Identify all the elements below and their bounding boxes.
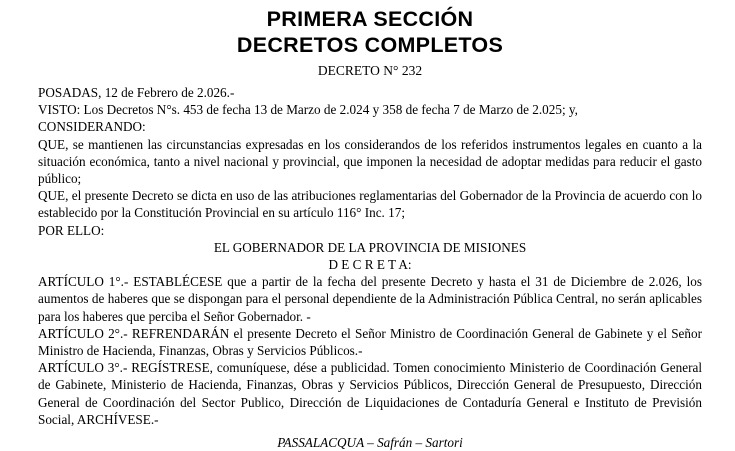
paragraph-articulo-1: ARTÍCULO 1°.- ESTABLÉCESE que a partir de la fecha del presente Decreto y hasta el 31 de Diciembre de 2.026, los aumentos de haberes que se dispongan para el personal dependiente de la Administración Pública Central, no serán aplicables para los haberes que perciba el Señor Gobernador. - <box>38 274 702 324</box>
paragraph-considerando-2: QUE, el presente Decreto se dicta en uso de las atribuciones reglamentarias del Gobernador de la Provincia de acuerdo con lo establecido por la Constitución Provincial en su artículo 116° Inc. 17; <box>38 188 702 221</box>
paragraph-articulo-3: ARTÍCULO 3°.- REGÍSTRESE, comuníquese, dése a publicidad. Tomen conocimiento Ministerio de Coordinación General de Gabinete, Ministerio de Hacienda, Finanzas, Obras y Servicios Públicos, Dirección General de Presupuesto, Dirección General de Coordinación del Sector Publico, Dirección de Liquidaciones de Contaduría General e Instituto de Previsión Social, ARCHÍVESE.- <box>38 360 702 427</box>
section-subtitle: DECRETOS COMPLETOS <box>236 33 504 57</box>
document-header <box>38 6 702 58</box>
paragraph-por-ello: POR ELLO: <box>38 222 105 238</box>
decreta-heading: D E C R E T A: <box>328 257 412 273</box>
paragraph-articulo-2: ARTÍCULO 2°.- REFRENDARÁN el presente Decreto el Señor Ministro de Coordinación General de Gabinete y el Señor Ministro de Hacienda, Finanzas, Obras y Servicios Públicos.- <box>38 325 702 359</box>
section-title: PRIMERA SECCIÓN <box>266 7 474 31</box>
paragraph-considerando-1: QUE, se mantienen las circunstancias expresadas en los considerandos de los referidos instrumentos legales en cuanto a la situación económica, tanto a nivel nacional y provincial, que imponen la necesidad de adoptar medidas para reducir el gasto público; <box>38 136 702 187</box>
authority-heading: EL GOBERNADOR DE LA PROVINCIA DE MISIONES <box>213 239 527 255</box>
paragraph-place-date: POSADAS, 12 de Febrero de 2.026.- <box>38 85 235 100</box>
decree-number-heading: DECRETO N° 232 <box>317 63 423 78</box>
paragraph-considerando-label: CONSIDERANDO: <box>38 119 146 135</box>
paragraph-visto: VISTO: Los Decretos N°s. 453 de fecha 13 de Marzo de 2.024 y 358 de fecha 7 de Marzo de 2.025; y, <box>38 102 578 118</box>
signature-line: PASSALACQUA – Safrán – Sartori <box>277 435 463 451</box>
